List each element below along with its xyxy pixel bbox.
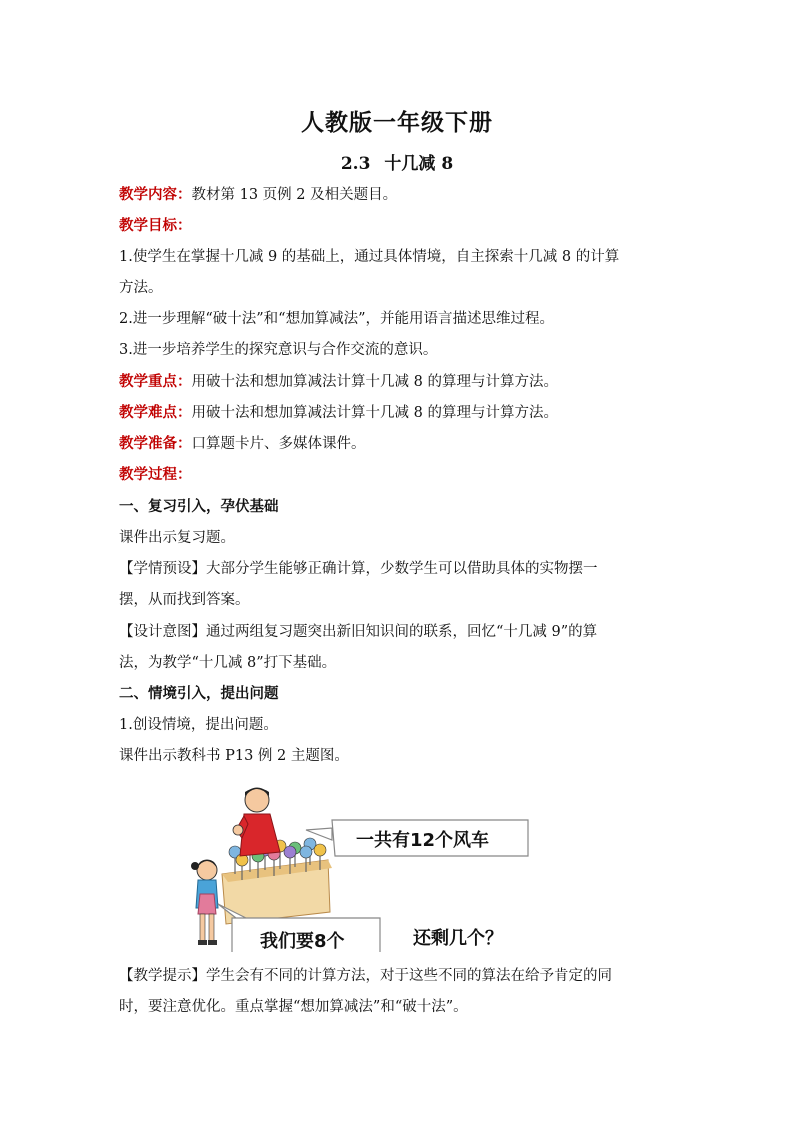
question-text: 还剩几个？ [413,928,503,949]
lesson-topic: 十几减 8 [384,154,454,174]
goals-row [119,216,192,236]
preparation-text: 口算题卡片、多媒体课件。 [191,436,366,452]
preparation-row [119,434,366,454]
preparation-label: 教学准备： [119,435,192,452]
document-title: 人教版一年级下册 [301,110,493,136]
lesson-number: 2.3 [340,154,371,174]
process-row [119,465,192,485]
key-points-text: 用破十法和想加算减法计算十几减 8 的算理与计算方法。 [191,374,558,390]
tip-line-2: 时，要注意优化。重点掌握“想加算减法”和“破十法”。 [119,999,468,1015]
girl-figure [191,860,218,945]
teacher-figure [233,788,280,856]
bubble-top-text: 一共有12个风车 [356,830,490,851]
intent-line-2: 法，为教学“十几减 8”打下基础。 [119,655,337,671]
difficulty-text: 用破十法和想加算减法计算十几减 8 的算理与计算方法。 [191,405,558,421]
goal-2: 2.进一步理解“破十法”和“想加算减法”，并能用语言描述思维过程。 [119,311,554,327]
goal-3: 3.进一步培养学生的探究意识与合作交流的意识。 [119,342,438,358]
key-points-row [119,372,558,392]
tip-line-1: 【教学提示】学生会有不同的计算方法，对于这些不同的算法在给予肯定的同 [119,968,612,984]
difficulty-row [119,403,558,423]
goals-label: 教学目标： [119,217,192,234]
pinwheel-illustration [180,782,540,952]
section-2-title: 二、情境引入，提出问题 [119,685,279,702]
difficulty-label: 教学难点： [119,404,192,421]
goal-1-line-2: 方法。 [119,280,163,296]
key-points-label: 教学重点： [119,373,192,390]
content-row [119,185,397,205]
section-1-line: 课件出示复习题。 [119,530,235,546]
process-label: 教学过程： [119,466,192,483]
content-text: 教材第 13 页例 2 及相关题目。 [191,187,398,203]
goal-1-line-1: 1.使学生在掌握十几减 9 的基础上，通过具体情境，自主探索十几减 8 的计算 [119,249,620,265]
section-2-line-1: 1.创设情境，提出问题。 [119,717,278,733]
bubble-bottom-text: 我们要8个 [260,931,345,952]
intent-line-1: 【设计意图】通过两组复习题突出新旧知识间的联系，回忆“十几减 9”的算 [119,624,598,640]
section-1-title: 一、复习引入，孕伏基础 [119,498,279,515]
lesson-subtitle [0,149,794,174]
preset-line-1: 【学情预设】大部分学生能够正确计算，少数学生可以借助具体的实物摆一 [119,561,598,577]
preset-line-2: 摆，从而找到答案。 [119,592,250,608]
section-2-line-2: 课件出示教科书 P13 例 2 主题图。 [119,748,349,764]
content-label: 教学内容： [119,186,192,203]
